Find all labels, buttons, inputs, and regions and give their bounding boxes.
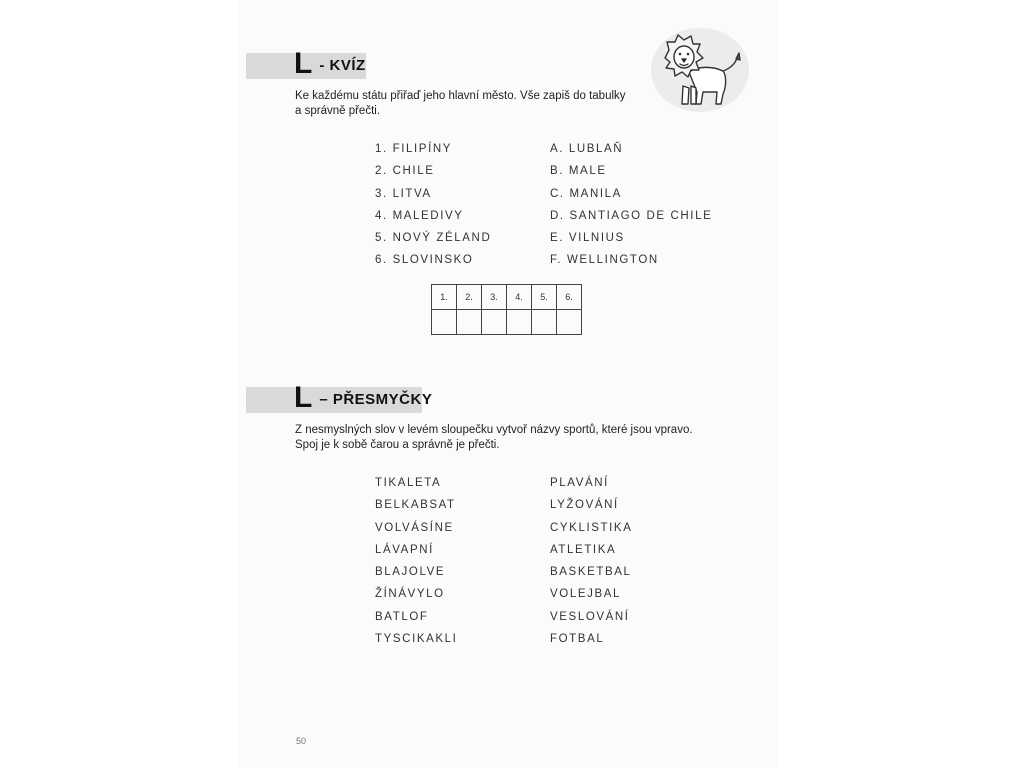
anagram-instructions — [295, 423, 693, 453]
list-item: 4. MALEDIVY — [375, 209, 464, 222]
anagram-instruction-line: Z nesmyslných slov v levém sloupečku vytvoř názvy sportů, které jsou vpravo. — [295, 424, 693, 436]
quiz-instructions — [295, 89, 626, 119]
list-item: B. MALE — [550, 165, 607, 178]
list-item: ATLETIKA — [550, 543, 617, 556]
answer-table-header-cell: 5. — [532, 285, 557, 310]
list-item: 1. FILIPÍNY — [375, 143, 453, 155]
list-item: 6. SLOVINSKO — [375, 254, 474, 267]
countries-list — [375, 138, 491, 272]
sports-list — [550, 472, 632, 650]
quiz-heading-letter: L — [294, 47, 313, 80]
quiz-instruction-line: a správně přečti. — [295, 105, 381, 117]
list-item: TYSCIKAKLI — [375, 633, 458, 646]
answer-table-header-cell: 6. — [557, 285, 582, 310]
list-item: D. SANTIAGO DE CHILE — [550, 209, 713, 222]
anagram-heading-title: – PŘESMYČKY — [319, 391, 433, 408]
list-item: LYŽOVÁNÍ — [550, 499, 619, 512]
answer-cell[interactable] — [482, 310, 507, 335]
list-item: BLAJOLVE — [375, 566, 446, 579]
list-item: TIKALETA — [375, 477, 442, 489]
list-item: BELKABSAT — [375, 499, 456, 512]
answer-cell[interactable] — [532, 310, 557, 335]
list-item: BASKETBAL — [550, 566, 632, 579]
anagram-instruction-line: Spoj je k sobě čarou a správně je přečti. — [295, 439, 500, 451]
answer-cell[interactable] — [507, 310, 532, 335]
scrambled-words-list — [375, 472, 457, 650]
list-item: CYKLISTIKA — [550, 521, 633, 534]
list-item: BATLOF — [375, 610, 429, 623]
list-item: 2. CHILE — [375, 165, 435, 178]
list-item: FOTBAL — [550, 633, 605, 646]
answer-table-header-cell: 3. — [482, 285, 507, 310]
list-item: VOLVÁSÍNE — [375, 521, 454, 534]
list-item: PLAVÁNÍ — [550, 477, 609, 489]
list-item: 3. LITVA — [375, 187, 432, 200]
list-item: VESLOVÁNÍ — [550, 610, 630, 623]
page-number: 50 — [296, 736, 307, 746]
answer-table-blank-row — [432, 310, 582, 335]
answer-cell[interactable] — [432, 310, 457, 335]
answer-table-header-cell: 1. — [432, 285, 457, 310]
answer-table-header-cell: 4. — [507, 285, 532, 310]
answer-table — [431, 284, 582, 335]
quiz-heading — [246, 47, 366, 80]
list-item: C. MANILA — [550, 187, 622, 200]
quiz-heading-title: - KVÍZ — [319, 57, 366, 74]
answer-table-header-row — [432, 285, 582, 310]
list-item: LÁVAPNÍ — [375, 543, 434, 556]
list-item: ŽÍNÁVYLO — [375, 588, 445, 601]
capitals-list — [550, 138, 712, 272]
anagram-heading — [246, 381, 433, 414]
list-item: A. LUBLAŇ — [550, 143, 624, 155]
quiz-instruction-line: Ke každému státu přiřaď jeho hlavní město. Vše zapiš do tabulky — [295, 90, 626, 102]
answer-cell[interactable] — [457, 310, 482, 335]
answer-table-header-cell: 2. — [457, 285, 482, 310]
anagram-heading-letter: L — [294, 381, 313, 414]
list-item: E. VILNIUS — [550, 232, 625, 245]
answer-cell[interactable] — [557, 310, 582, 335]
list-item: VOLEJBAL — [550, 588, 621, 601]
list-item: F. WELLINGTON — [550, 254, 659, 267]
lion-icon — [651, 28, 749, 112]
list-item: 5. NOVÝ ZÉLAND — [375, 232, 492, 245]
